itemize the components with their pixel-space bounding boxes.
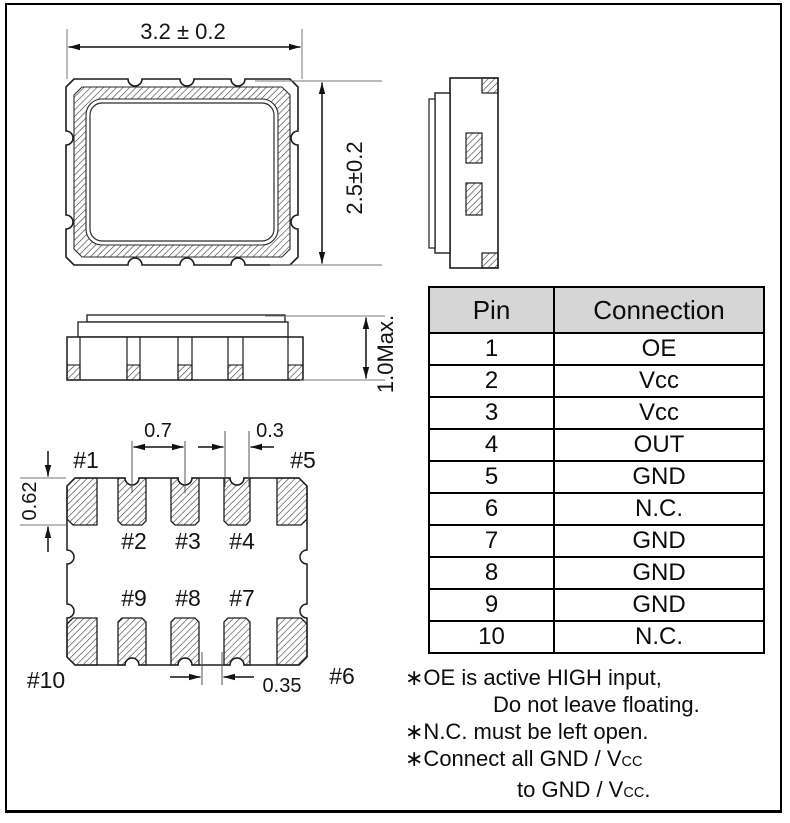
table-row bbox=[429, 589, 764, 621]
lid-layer bbox=[78, 322, 288, 337]
table-row bbox=[429, 525, 764, 557]
pin-connection: Vcc bbox=[554, 397, 764, 429]
pin-connection: GND bbox=[554, 557, 764, 589]
pad-label-3: #3 bbox=[175, 528, 201, 554]
lid-edge bbox=[429, 99, 435, 248]
side-view-drawing bbox=[425, 70, 525, 280]
pad-1 bbox=[67, 478, 97, 525]
pin-number: 8 bbox=[429, 557, 554, 589]
package-top-outline bbox=[66, 79, 298, 265]
notes-block bbox=[405, 664, 777, 807]
pad-pitch-dimension: 0.7 bbox=[144, 420, 172, 442]
table-row bbox=[429, 493, 764, 525]
vcc-subscript: CC bbox=[623, 785, 645, 801]
front-view-height-dimension: 1.0Max. bbox=[373, 314, 398, 394]
pad-label-7: #7 bbox=[229, 585, 255, 611]
pin-column-header: Pin bbox=[429, 287, 554, 333]
pin-connection-table bbox=[428, 286, 765, 654]
pin-connection: GND bbox=[554, 589, 764, 621]
castellation-pad bbox=[482, 78, 498, 93]
pad-label-6: #6 bbox=[329, 663, 355, 689]
pad-label-10: #10 bbox=[26, 667, 66, 693]
pad-label-1: #1 bbox=[73, 447, 99, 473]
pin-number: 10 bbox=[429, 621, 554, 653]
pad-8 bbox=[171, 618, 199, 665]
vcc-subscript: CC bbox=[621, 754, 643, 770]
pin-number: 2 bbox=[429, 365, 554, 397]
pin-connection: OUT bbox=[554, 429, 764, 461]
connection-column-header: Connection bbox=[554, 287, 764, 333]
pin-connection: GND bbox=[554, 525, 764, 557]
table-row bbox=[429, 365, 764, 397]
top-view-height-dimension: 2.5±0.2 bbox=[342, 141, 367, 215]
table-row bbox=[429, 557, 764, 589]
note-nc: ∗N.C. must be left open. bbox=[405, 719, 649, 744]
note-gnd-line1 bbox=[405, 745, 777, 776]
table-row bbox=[429, 461, 764, 493]
pin-number: 1 bbox=[429, 333, 554, 365]
lid-top bbox=[87, 315, 285, 322]
table-header-row bbox=[429, 287, 764, 333]
pad-height-dimension: 0.62 bbox=[19, 481, 41, 521]
top-view-width-dimension: 3.2 ± 0.2 bbox=[140, 19, 226, 44]
pad-6 bbox=[277, 618, 307, 665]
package-body-side bbox=[450, 78, 498, 268]
pin-connection: OE bbox=[554, 333, 764, 365]
pad-7 bbox=[224, 618, 250, 665]
table-row bbox=[429, 333, 764, 365]
pin-connection: N.C. bbox=[554, 493, 764, 525]
pad-9 bbox=[118, 618, 146, 665]
bottom-view-drawing bbox=[20, 415, 400, 707]
pad-10 bbox=[67, 618, 97, 665]
note-gnd-line2 bbox=[405, 776, 777, 807]
lid-layer bbox=[435, 93, 450, 253]
inner-pad bbox=[466, 183, 482, 215]
note-text: . bbox=[644, 777, 651, 802]
table-row bbox=[429, 621, 764, 653]
pad-gap-dimension: 0.35 bbox=[262, 675, 302, 697]
pin-number: 5 bbox=[429, 461, 554, 493]
pin-number: 3 bbox=[429, 397, 554, 429]
pad-label-2: #2 bbox=[121, 528, 147, 554]
table-row bbox=[429, 397, 764, 429]
package-outline bbox=[66, 79, 298, 265]
top-view-drawing bbox=[20, 8, 400, 293]
inner-pad bbox=[466, 133, 482, 163]
pin-connection: N.C. bbox=[554, 621, 764, 653]
pad-5 bbox=[277, 478, 307, 525]
pin-number: 7 bbox=[429, 525, 554, 557]
pad-width-dimension: 0.3 bbox=[256, 420, 284, 442]
pin-number: 4 bbox=[429, 429, 554, 461]
pin-connection: GND bbox=[554, 461, 764, 493]
pad-label-8: #8 bbox=[175, 585, 201, 611]
note-oe-line2: Do not leave floating. bbox=[493, 692, 700, 717]
note-text: to GND / V bbox=[517, 777, 624, 802]
pad-label-5: #5 bbox=[290, 447, 316, 473]
front-view-drawing bbox=[55, 300, 405, 405]
pin-connection: Vcc bbox=[554, 365, 764, 397]
table-row bbox=[429, 429, 764, 461]
pad-4 bbox=[224, 478, 250, 525]
pad-label-4: #4 bbox=[229, 528, 255, 554]
castellation-pad bbox=[482, 253, 498, 268]
note-text: ∗Connect all GND / V bbox=[405, 746, 622, 771]
pad-label-9: #9 bbox=[121, 585, 147, 611]
pin-number: 6 bbox=[429, 493, 554, 525]
pin-number: 9 bbox=[429, 589, 554, 621]
note-oe-line1: ∗OE is active HIGH input, bbox=[405, 665, 662, 690]
